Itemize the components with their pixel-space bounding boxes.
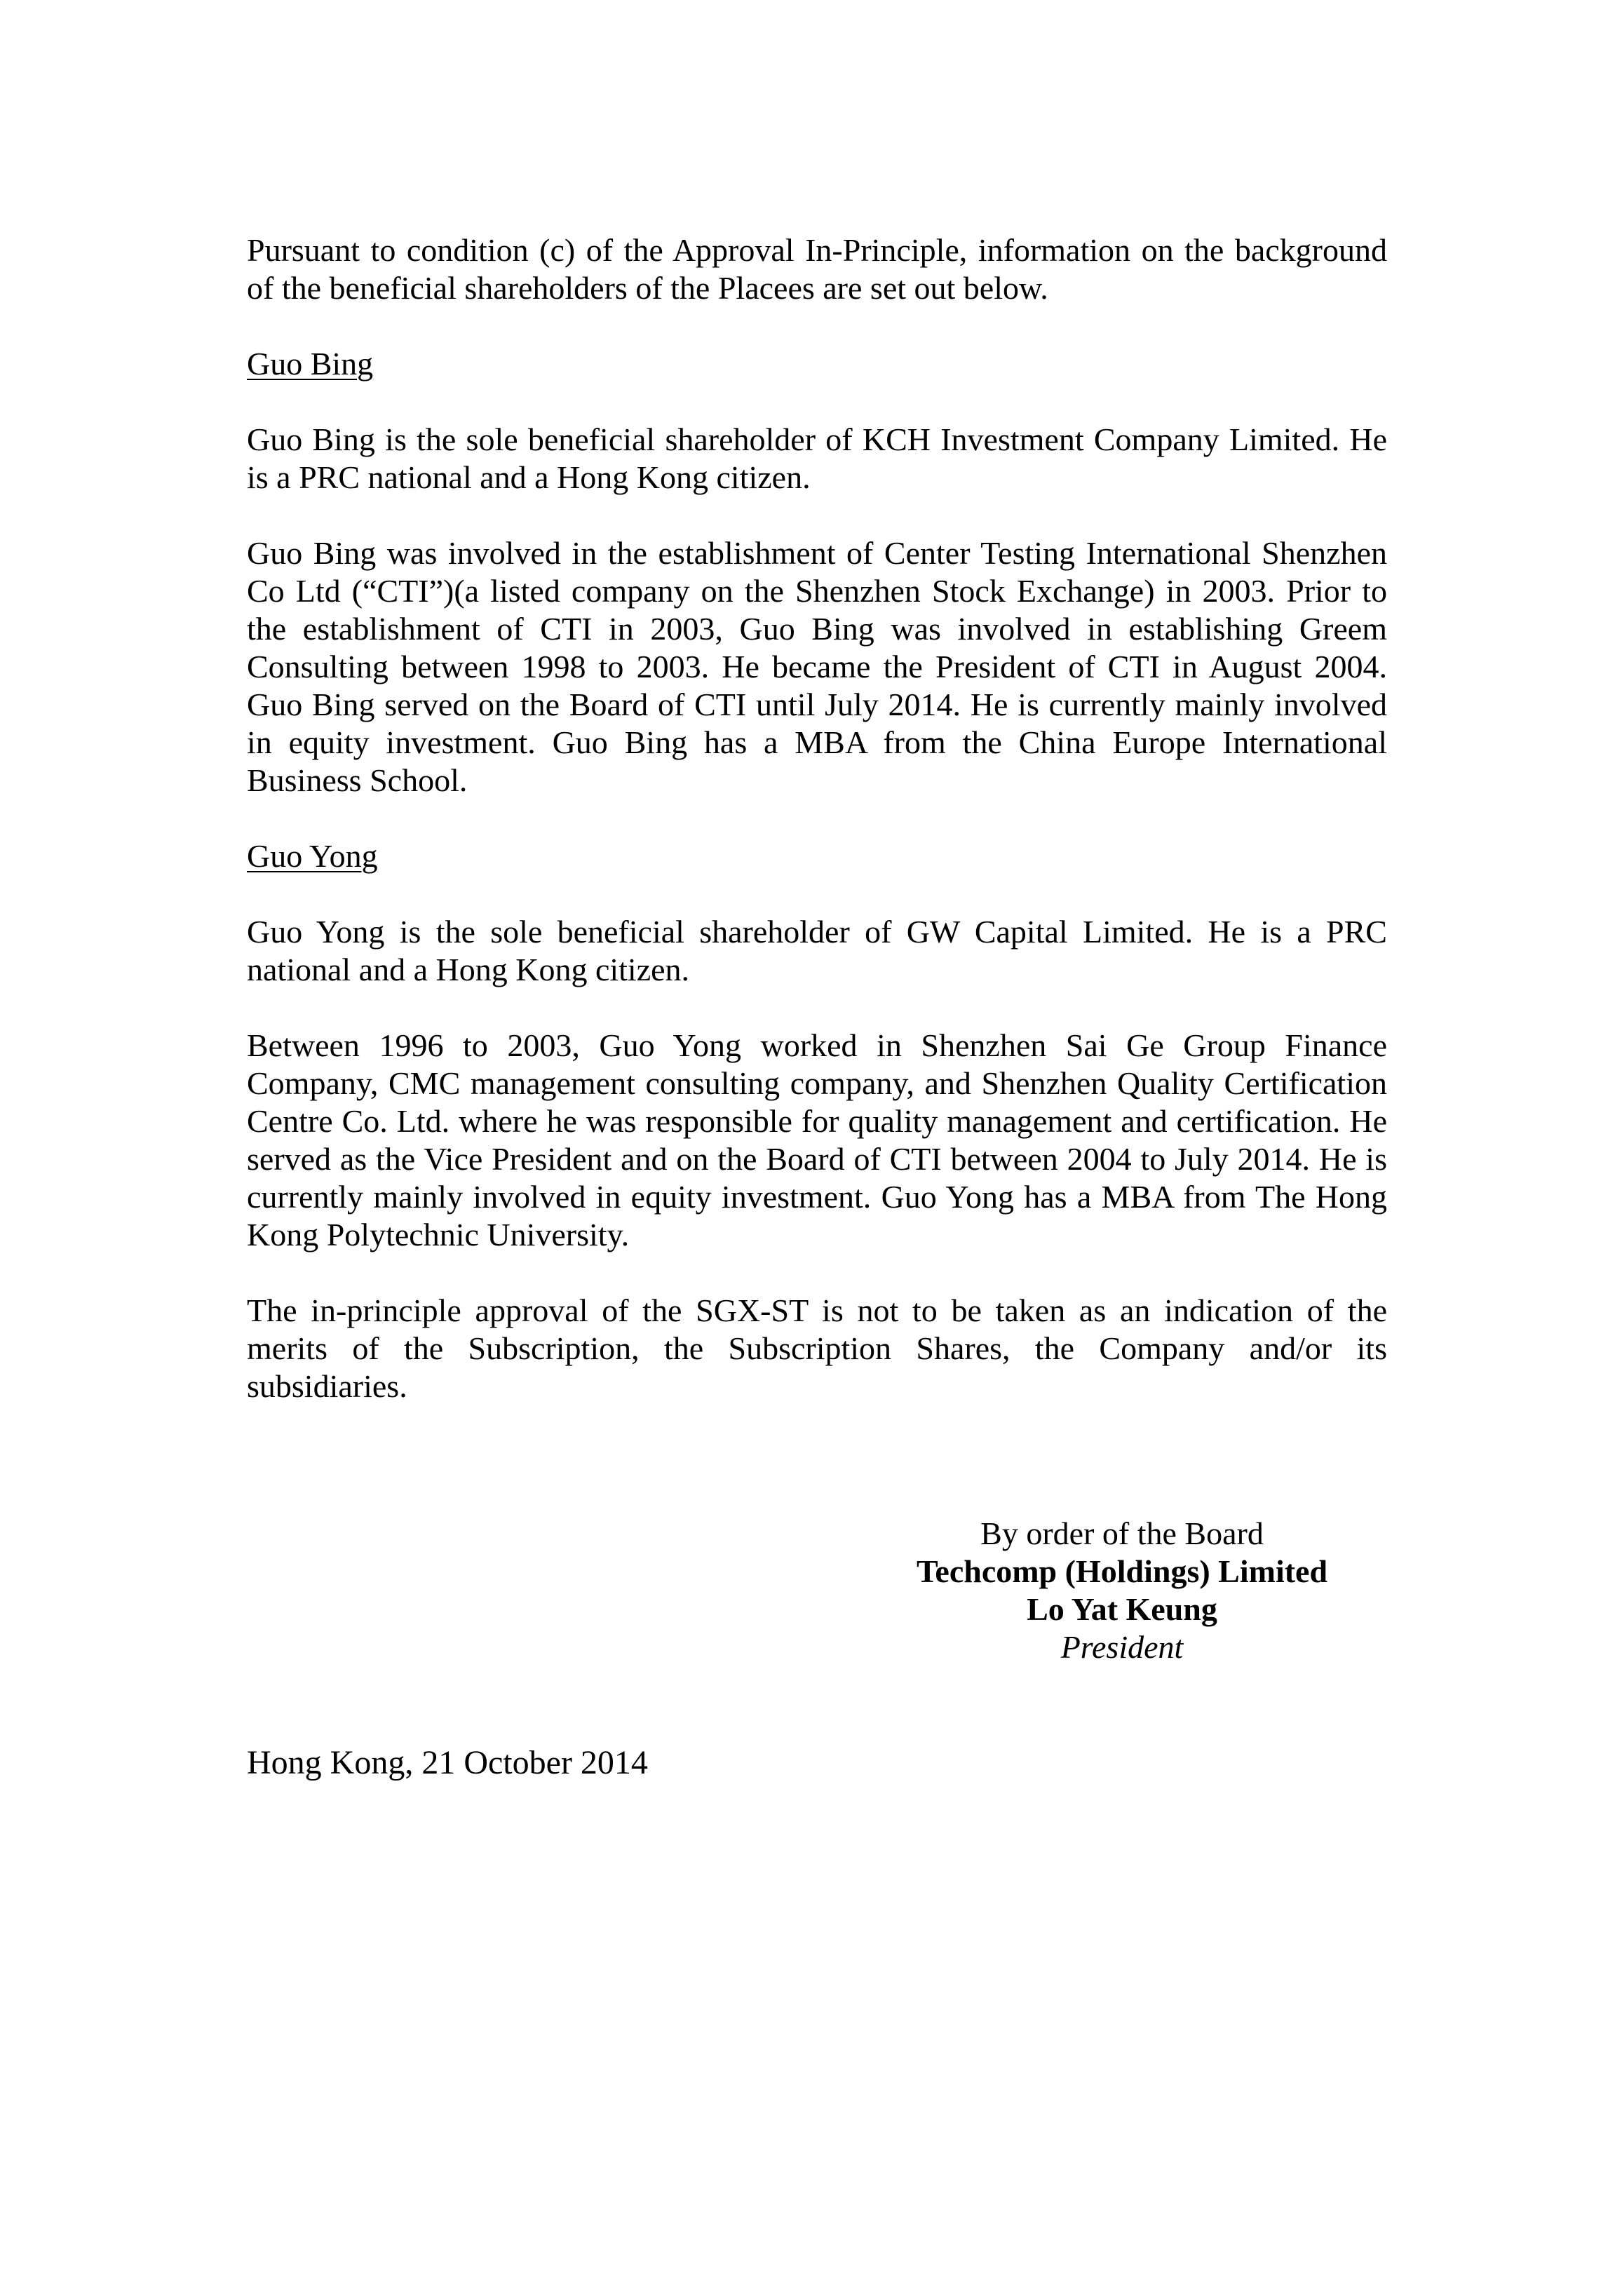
closing-paragraph: The in-principle approval of the SGX-ST is not to be taken as an indication of the merits of the Subscription, the Subscription Shares, the Company and/or its subsidiaries. [247, 1292, 1387, 1404]
intro-paragraph: Pursuant to condition (c) of the Approval In-Principle, information on the background of the beneficial shareholders of the Placees are set out below. [247, 232, 1387, 306]
place-date: Hong Kong, 21 October 2014 [247, 1744, 648, 1781]
signatory-name: Lo Yat Keung [1027, 1591, 1217, 1627]
guo-yong-background-paragraph: Between 1996 to 2003, Guo Yong worked in Shenzhen Sai Ge Group Finance Company, CMC management consulting company, and Shenzhen Quality Certification Centre Co. Ltd. where he was responsible for quality management and certification. He served as the Vice President and on the Board of CTI between 2004 to July 2014. He is currently mainly involved in equity investment. Guo Yong has a MBA from The Hong Kong Polytechnic University. [247, 1027, 1387, 1252]
body-text [247, 231, 1387, 1443]
section-heading-guo-yong: Guo Yong [247, 838, 378, 874]
guo-yong-shareholding-paragraph: Guo Yong is the sole beneficial shareholder of GW Capital Limited. He is a PRC national and a Hong Kong citizen. [247, 914, 1387, 987]
signature-block [842, 1515, 1403, 1666]
guo-bing-shareholding-paragraph: Guo Bing is the sole beneficial shareholder of KCH Investment Company Limited. He is a PRC national and a Hong Kong citizen. [247, 421, 1387, 495]
section-heading-guo-bing: Guo Bing [247, 346, 374, 381]
signature-company: Techcomp (Holdings) Limited [916, 1553, 1328, 1589]
signatory-title: President [1060, 1629, 1184, 1665]
guo-bing-background-paragraph: Guo Bing was involved in the establishment of Center Testing International Shenzhen Co Ltd (“CTI”)(a listed company on the Shenzhen Stock Exchange) in 2003. Prior to the establishment of CTI in 2003, Guo Bing was involved in establishing Greem Consulting between 1998 to 2003. He became the President of CTI in August 2004. Guo Bing served on the Board of CTI until July 2014. He is currently mainly involved in equity investment. Guo Bing has a MBA from the China Europe International Business School. [247, 535, 1387, 798]
signature-order-line: By order of the Board [980, 1515, 1264, 1551]
